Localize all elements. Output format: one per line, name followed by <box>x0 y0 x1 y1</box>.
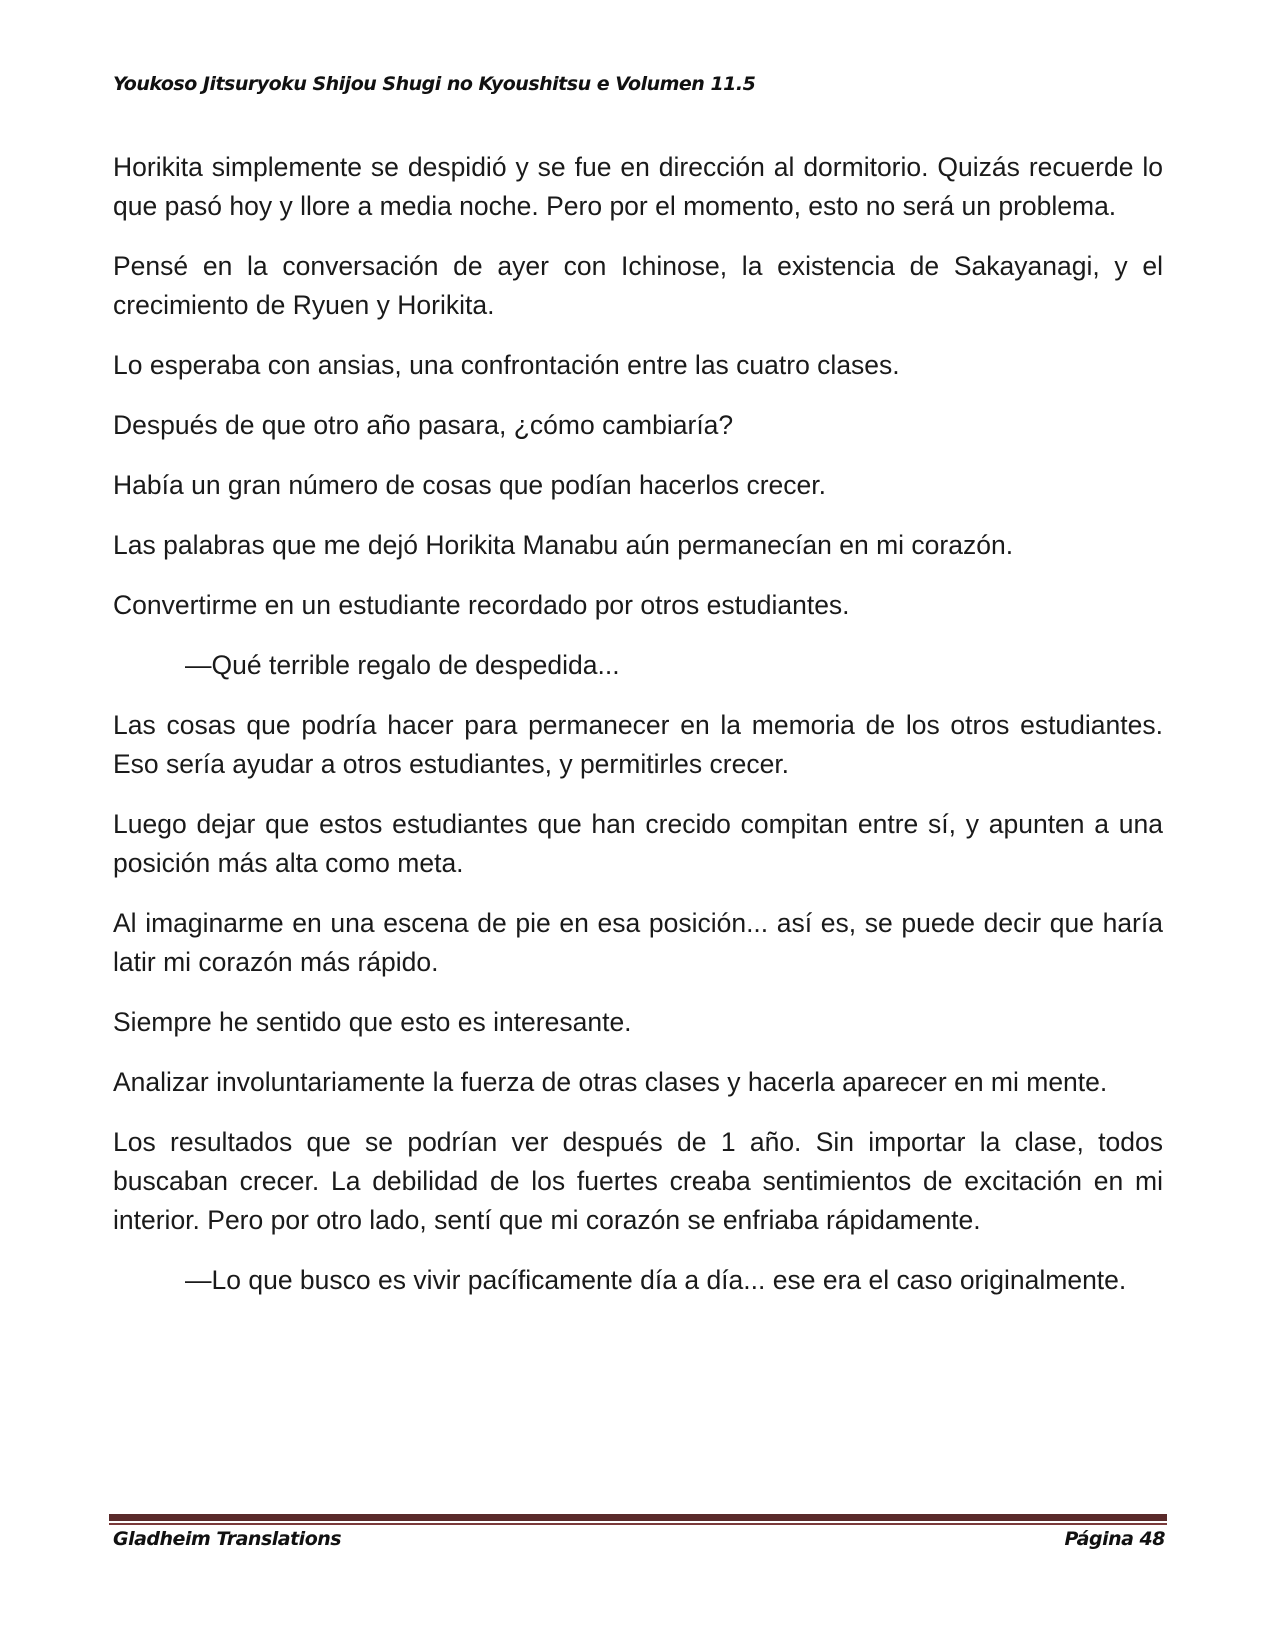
paragraph: Había un gran número de cosas que podían hacerlos crecer. <box>113 470 827 500</box>
paragraph: Lo esperaba con ansias, una confrontación entre las cuatro clases. <box>113 350 900 380</box>
paragraph: Analizar involuntariamente la fuerza de otras clases y hacerla aparecer en mi mente. <box>113 1067 1108 1097</box>
paragraph: Convertirme en un estudiante recordado por otros estudiantes. <box>113 590 850 620</box>
paragraph: Horikita simplemente se despidió y se fue en dirección al dormitorio. Quizás recuerde lo que pasó hoy y llore a media noche. Pero por el momento, esto no será un problema. <box>113 152 1163 221</box>
paragraph: Los resultados que se podrían ver después de 1 año. Sin importar la clase, todos buscaban crecer. La debilidad de los fuertes creaba sentimientos de excitación en mi interior. Pero por otro lado, sentí que mi corazón se enfriaba rápidamente. <box>113 1127 1163 1235</box>
footer-page-number: Página 48 <box>1064 1528 1165 1550</box>
footer-divider-thin <box>109 1523 1167 1525</box>
footer-divider <box>109 1514 1167 1521</box>
body-text <box>113 148 1163 1321</box>
paragraph: Las cosas que podría hacer para permanecer en la memoria de los otros estudiantes. Eso sería ayudar a otros estudiantes, y permitirles crecer. <box>113 710 1163 779</box>
paragraph-dialogue: —Qué terrible regalo de despedida... <box>185 650 620 680</box>
paragraph: Después de que otro año pasara, ¿cómo cambiaría? <box>113 410 734 440</box>
page-header-title: Youkoso Jitsuryoku Shijou Shugi no Kyoushitsu e Volumen 11.5 <box>113 73 756 95</box>
paragraph: Pensé en la conversación de ayer con Ichinose, la existencia de Sakayanagi, y el crecimiento de Ryuen y Horikita. <box>113 251 1163 320</box>
paragraph: Al imaginarme en una escena de pie en esa posición... así es, se puede decir que haría latir mi corazón más rápido. <box>113 908 1163 977</box>
paragraph: Las palabras que me dejó Horikita Manabu aún permanecían en mi corazón. <box>113 530 1014 560</box>
paragraph: Siempre he sentido que esto es interesante. <box>113 1007 632 1037</box>
paragraph: Luego dejar que estos estudiantes que han crecido compitan entre sí, y apunten a una posición más alta como meta. <box>113 809 1163 878</box>
footer-translator: Gladheim Translations <box>113 1528 342 1550</box>
paragraph-dialogue: —Lo que busco es vivir pacíficamente día a día... ese era el caso originalmente. <box>185 1265 1127 1295</box>
